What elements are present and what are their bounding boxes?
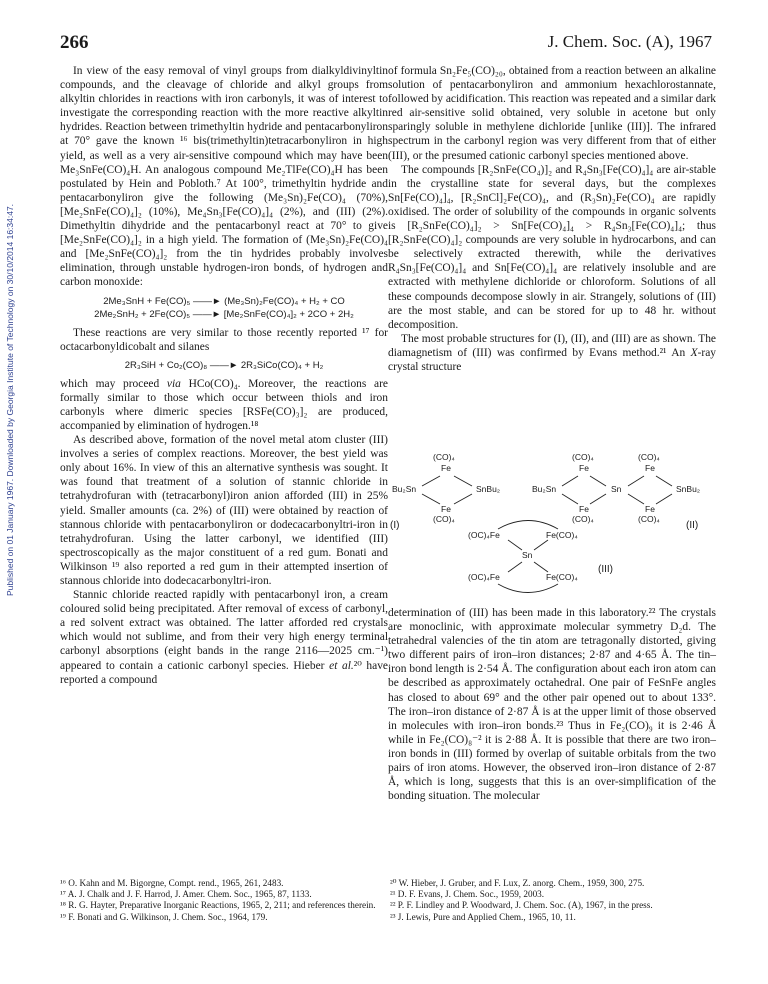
footnotes-left [60,878,386,923]
atom-label: Fe(CO)₄ [546,530,578,540]
footnote: ¹⁷ A. J. Chalk and J. F. Harrod, J. Amer. Chem. Soc., 1965, 87, 1133. [60,889,312,900]
compound-label: (I) [390,520,400,531]
ligand-label: (CO)₄ [638,452,660,462]
compound-label: (II) [686,520,699,531]
paragraph: which may proceed via HCo(CO)₄. Moreover, the reactions are formally similar to those which occur between thiols and iron carbonyls where dimeric species [RSFe(CO)₃]₂ are produced, accompanied by elimination of hydrogen.¹⁸ [60,377,388,432]
atom-label: SnBu₂ [676,484,701,494]
atom-label: Fe [441,463,451,473]
atom-label: Fe [441,504,451,514]
atom-label: Fe [579,463,589,473]
right-column-continued [388,606,716,803]
paragraph: The compounds [R₂SnFe(CO₄)]₂ and R₄Sn₃[Fe(CO)₄]₄ are air-stable in the crystalline state for several days, but the complexes Sn[Fe(CO)₄]₄, [R₂SnCl]₂Fe(CO)₄, and (R₃Sn)₂Fe(CO)₄ are rapidly oxidised. The order of solubility of the compounds in organic solvents is [R₂SnFe(CO)₄]₂ > Sn[Fe(CO)₄]₄ > R₄Sn₃[Fe(CO)₄]₄; thus [R₂SnFe(CO)₄]₂ compounds are very soluble in hydrocarbons, and can be selectively extracted therewith, while the derivatives R₄Sn₃[Fe(CO)₄]₄ and Sn[Fe(CO)₄]₄ are relatively insoluble and are extracted with methylene dichloride or chloroform. Solutions of all these compounds decompose slowly in air. Strangely, solutions of (III) are the most stable, and can be stored for up to 48 hr. without decomposition. [388,163,716,331]
page-number: 266 [60,32,89,53]
download-watermark [2,150,18,650]
footnotes-right [390,878,716,923]
atom-label: Sn [522,550,533,560]
paragraph: These reactions are very similar to those recently reported ¹⁷ for octacarbonyldicobalt and silanes [60,326,388,353]
ligand-label: (CO)₄ [572,452,594,462]
atom-label: Sn [611,484,622,494]
left-column [60,64,388,687]
right-column [388,64,716,374]
atom-label: SnBu₂ [476,484,501,494]
journal-header: J. Chem. Soc. (A), 1967 [547,32,712,51]
equation: 2Me₃SnH + Fe(CO)₅ ——► (Me₃Sn)₂Fe(CO)₄ + H₂ + CO [103,295,345,307]
compound-label: (III) [598,564,613,575]
atom-label: (OC)₄Fe [468,530,500,540]
ligand-label: (CO)₄ [638,514,660,524]
paragraph: In view of the easy removal of vinyl groups from dialkyldivinyltin compounds, and the cleavage of chloride and alkyl groups from alkyltin chlorides in reactions with iron carbonyls, it was of interest to investigate the corresponding reaction with the more reactive alkyltin hydrides. Reaction between trimethyltin hydride and pentacarbonyliron at 70° gave the known ¹⁶ bis(trimethyltin)tetracarbonyliron in high yield, as well as a very air-sensitive compound which may have been Me₃SnFe(CO)₄H. An analogous compound Me₂TlFe(CO)₄H has been postulated by Hein and Pobloth.⁷ At 100°, trimethyltin hydride and pentacarbonyliron give the following (Me₃Sn)₂Fe(CO)₄ (70%), [Me₂SnFe(CO)₄]₂ (10%), Me₄Sn₃[Fe(CO)₄]₄ (2%), and (III) (2%). Dimethyltin dihydride and the pentacarbonyl react at 70° to give [Me₂SnFe(CO)₄]₂ in a high yield. The formation of (Me₃Sn)₂Fe(CO)₄ and [Me₂SnFe(CO)₄]₂ from the tin hydrides probably involves elimination, through unstable hydrogen-iron bonds, of hydrogen and carbon monoxide: [60,65,388,289]
footnote: ²⁰ W. Hieber, J. Gruber, and F. Lux, Z. anorg. Chem., 1959, 300, 275. [390,878,645,888]
footnote: ¹⁸ R. G. Hayter, Preparative Inorganic Reactions, 1965, 2, 211; and references therein. [60,900,376,911]
footnote: ¹⁶ O. Kahn and M. Bigorgne, Compt. rend., 1965, 261, 2483. [60,878,284,888]
atom-label: Fe [579,504,589,514]
atom-label: Fe(CO)₄ [546,572,578,582]
atom-label: Fe [645,463,655,473]
atom-label: Bu₂Sn [392,484,417,494]
paragraph: determination of (III) has been made in this laboratory.²² The crystals are monoclinic, with approximate molecular symmetry D₂d. The tetrahedral valencies of the tin atom are tetragonally distorted, giving two different pairs of iron–iron distances; 2·87 and 4·65 Å. The tin–iron bond length is 2·54 Å. The configuration about each iron atom can be described as approximately octahedral. One pair of FeSnFe angles has closed to about 69° and the other pair opened out to about 133°. The iron–iron distance of 2·87 Å is at the upper limit of those observed in molecules with iron–iron bonds.²³ Thus in Fe₂(CO)₉ it is 2·46 Å while in Fe₂(CO)₈⁻² it is 2·88 Å. It is possible that there are two iron–iron bonds in (III) formed by overlap of suitable orbitals from the two pairs of iron atoms. However, the observed iron–iron distance of 2·87 Å, which is long, suggests that this is an over-simplification of the bonding situation. The molecular [388,607,716,803]
atom-label: (OC)₄Fe [468,572,500,582]
footnote: ¹⁹ F. Bonati and G. Wilkinson, J. Chem. Soc., 1964, 179. [60,911,268,922]
structure-diagrams [388,452,718,600]
footnote: ²³ J. Lewis, Pure and Applied Chem., 1965, 10, 11. [390,911,576,922]
paragraph: The most probable structures for (I), (II), and (III) are as shown. The diamagnetism of (III) was confirmed by Evans method.²¹ An X-ray crystal structure [388,332,716,373]
paragraph: of formula Sn₂Fe₅(CO)₂₀, obtained from a reaction between an alkaline solution of pentacarbonyliron and ammonium hexachlorostannate, followed by acidification. This reaction was repeated and a similar dark red air-sensitive solid obtained, very soluble in acetone but only sparingly soluble in methylene dichloride [unlike (III)]. The infrared spectrum in the carbonyl region was very different from that of either (III), or the presumed cationic carbonyl species mentioned above. [388,65,716,162]
footnote: ²² P. F. Lindley and P. Woodward, J. Chem. Soc. (A), 1967, in the press. [390,900,653,911]
ligand-label: (CO)₄ [433,452,455,462]
footnote: ²¹ D. F. Evans, J. Chem. Soc., 1959, 2003. [390,889,545,900]
atom-label: Fe [645,504,655,514]
ligand-label: (CO)₄ [433,514,455,524]
atom-label: Bu₂Sn [532,484,557,494]
paragraph: Stannic chloride reacted rapidly with pentacarbonyl iron, a cream coloured solid being precipitated. After removal of excess of carbonyl, a red solvent extract was obtained. The latter afforded red crystals which would not sublime, and from their very high energy terminal carbonyl absorptions (eight bands in the range 2116—2025 cm.⁻¹) appeared to contain a cationic carbonyl species. Hieber et al.²⁰ have reported a compound [60,589,388,686]
download-watermark-text: Published on 01 January 1967. Downloaded by Georgia Institute of Technology on 30/10/2014 16:34:47. [5,203,15,597]
ligand-label: (CO)₄ [572,514,594,524]
equation: 2Me₂SnH₂ + 2Fe(CO)₅ ——► [Me₂SnFe(CO)₄]₂ + 2CO + 2H₂ [94,308,354,320]
paragraph: As described above, formation of the novel metal atom cluster (III) involves a series of complex reactions. Moreover, the best yield was only about 16%. In view of this an alternative synthesis was sought. It was found that treatment of a solution of stannic chloride in tetrahydrofuran with (tetracarbonyl)iron anion afforded (III) in 25% yield. Smaller amounts (ca. 2%) of (III) were obtained by reaction of stannous chloride with pentacarbonyliron or dodecacarbonyltri-iron in tetrahydrofuran. Using the latter carbonyl, we identified (III) spectroscopically as the major constituent of a red gum. Bonati and Wilkinson ¹⁹ also reported a red gum in their attempted insertion of stannous chloride into dodecacarbonyltri-iron. [60,434,388,587]
equation: 2R₃SiH + Co₂(CO)₈ ——► 2R₃SiCo(CO)₄ + H₂ [124,359,324,371]
